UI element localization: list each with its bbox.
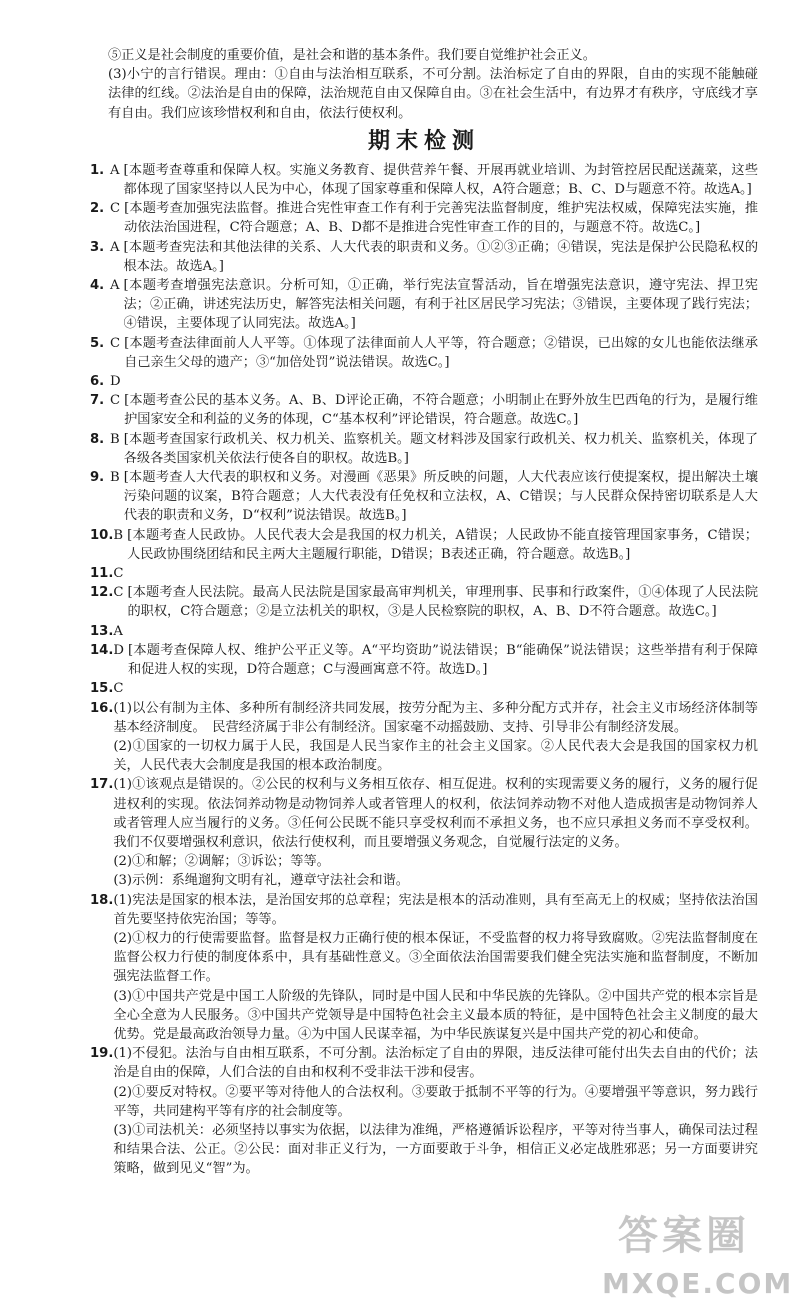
answer-item (90, 391, 758, 429)
question-number: 8. (90, 431, 105, 447)
answer-explanation: [本题考查人民法院。最高人民法院是国家最高审判机关，审理刑事、民事和行政案件，①④体现了人民法院的职权，C符合题意；②是立法机关的职权，③是人民检察院的职权，A、B、D不符合题意。故选C。] (127, 585, 758, 620)
answer-item (90, 526, 758, 564)
answer-letter: C (113, 585, 124, 601)
intro-line-2: (3)小宁的言行错误。理由：①自由与法治相互联系，不可分割。法治标定了自由的界限，自由的实现不能触碰法律的红线。②法治是自由的保障，法治规范自由又保障自由。③在社会生活中，有边界才有秩序，守底线才享有自由。我们应该珍惜权利和自由，依法行使权利。 (108, 67, 758, 121)
question-number: 13. (90, 623, 114, 639)
answer-letter: D (113, 642, 124, 658)
question-number: 10. (90, 527, 114, 543)
question-number: 4. (90, 278, 105, 294)
answer-explanation (127, 679, 758, 698)
q19-part-3: (3)①司法机关：必须坚持以事实为依据，以法律为准绳，严格遵循诉讼程序，平等对待当事人，确保司法过程和结果合法、公正。②公民：面对非正义行为，一方面要敢于斗争，相信正义必定战胜邪恶；另一方面要讲究策略，做到见义“智”为。 (113, 1122, 758, 1177)
answer-item (90, 199, 758, 237)
q18-part-3: (3)①中国共产党是中国工人阶级的先锋队，同时是中国人民和中华民族的先锋队。②中国共产党的根本宗旨是全心全意为人民服务。③中国共产党领导是中国特色社会主义最本质的特征，是中国特色社会主义制度的最大优势。党是最高政治领导力量。④为中国人民谋幸福，为中华民族谋复兴是中国共产党的初心和使命。 (113, 988, 758, 1042)
question-number: 16. (90, 700, 114, 716)
answer-explanation: [本题考查保障人权、维护公平正义等。A“平均资助”说法错误；B“能确保”说法错误；这些举措有利于保障和促进人权的实现，D符合题意；C与漫画寓意不符。故选D。] (127, 642, 758, 678)
answer-item (90, 641, 758, 679)
answer-item (90, 238, 758, 276)
question-number: 15. (90, 681, 114, 697)
answer-letter: C (110, 335, 121, 351)
q18-part-2: (2)①权力的行使需要监督。监督是权力正确行使的根本保证，不受监督的权力将导致腐败。②宪法监督制度在监督公权力行使的制度体系中，具有基础性意义。③全面依法治国需要我们健全宪法实施和监督制度，不断加强宪法监督工作。 (113, 930, 758, 985)
q19-part-1: (1)不侵犯。法治与自由相互联系，不可分割。法治标定了自由的界限，违反法律可能付出失去自由的代价；法治是自由的保障，人们合法的自由和权利不受非法干涉和侵害。 (113, 1046, 758, 1081)
question-17 (90, 775, 758, 890)
answer-explanation: [本题考查公民的基本义务。A、B、D评论正确，不符合题意；小明制止在野外放生巴西龟的行为，是履行维护国家安全和利益的义务的体现，C“基本权利”评论错误，符合题意。故选C。] (124, 393, 758, 428)
answer-explanation: [本题考查法律面前人人平等。①体现了法律面前人人平等，符合题意；②错误，已出嫁的女儿也能依法继承自己亲生父母的遗产；③“加倍处罚”说法错误。故选C。] (124, 335, 758, 370)
question-number: 14. (90, 642, 114, 658)
question-number: 11. (90, 566, 114, 582)
q17-part-3: (3)示例：系绳遛狗文明有礼，遵章守法社会和谐。 (113, 873, 409, 889)
answer-explanation (125, 372, 758, 391)
answer-letter: D (110, 374, 121, 390)
answer-explanation: [本题考查尊重和保障人权。实施义务教育、提供营养午餐、开展再就业培训、为封管控居民配送蔬菜，这些都体现了国家坚持以人民为中心，体现了国家尊重和保障人权，A符合题意；B、C、D与题意不符。故选A。] (123, 162, 758, 198)
answer-explanation: [本题考查增强宪法意识。分析可知，①正确，举行宪法宣誓活动，旨在增强宪法意识，遵守宪法、捍卫宪法；②正确，讲述宪法历史，解答宪法相关问题，有利于社区居民学习宪法；③错误，主要体现了践行宪法；④错误，主要体现了认同宪法。故选A。] (123, 278, 758, 332)
choice-answers (90, 161, 758, 699)
question-19 (90, 1044, 758, 1178)
question-number: 3. (90, 239, 105, 255)
answer-item (90, 161, 758, 199)
question-number: 9. (90, 470, 105, 486)
answer-explanation: [本题考查人大代表的职权和义务。对漫画《恶果》所反映的问题，人大代表应该行使提案权，提出解决土壤污染问题的议案，B符合题意；人大代表没有任免权和立法权，A、C错误；与人民群众保持密切联系是人大代表的职责和义务，D“权利”说法错误。故选B。] (123, 470, 758, 524)
q18-part-1: (1)宪法是国家的根本法，是治国安邦的总章程；宪法是根本的活动准则，具有至高无上的权威；坚持依法治国首先要坚持依宪治国；等等。 (113, 892, 758, 927)
question-18 (90, 891, 758, 1045)
watermark-text: 答案圈 (618, 1213, 750, 1259)
answer-letter: A (110, 278, 120, 294)
answer-page (90, 46, 758, 1179)
answer-item (90, 430, 758, 468)
answer-explanation (127, 622, 758, 641)
answer-item (90, 622, 758, 641)
watermark-domain: MXQE.COM (602, 1267, 794, 1300)
answer-letter: C (113, 681, 124, 697)
q17-part-2: (2)①和解；②调解；③诉讼；等等。 (113, 854, 330, 870)
answer-item (90, 564, 758, 583)
answer-letter: C (113, 566, 124, 582)
answer-explanation (127, 564, 758, 583)
answer-explanation: [本题考查宪法和其他法律的关系、人大代表的职责和义务。①②③正确；④错误，宪法是保护公民隐私权的根本法。故选A。] (123, 239, 758, 274)
answer-item (90, 679, 758, 698)
question-number: 18. (90, 892, 114, 908)
question-16 (90, 699, 758, 776)
q16-part-1: (1)以公有制为主体、多种所有制经济共同发展，按劳分配为主、多种分配方式并存，社会主义市场经济体制等基本经济制度。 民营经济属于非公有制经济。国家毫不动摇鼓励、支持、引导非公有制经济发展。 (113, 700, 758, 735)
intro-line-1: ⑤正义是社会制度的重要价值，是社会和谐的基本条件。我们要自觉维护社会正义。 (108, 48, 596, 63)
q17-part-1: (1)①该观点是错误的。②公民的权利与义务相互依存、相互促进。权利的实现需要义务的履行，义务的履行促进权利的实现。依法饲养动物是动物饲养人或者管理人的权利，依法饲养动物不对他人造成损害是动物饲养人或者管理人应当履行的义务。③任何公民既不能只享受权利而不承担义务，也不应只承担义务而不享受权利。我们不仅要增强权利意识，依法行使权利，而且要增强义务观念，自觉履行法定的义务。 (113, 777, 758, 850)
answer-letter: A (110, 162, 120, 178)
question-number: 12. (90, 585, 114, 601)
answer-item (90, 276, 758, 334)
question-number: 2. (90, 201, 105, 217)
answer-letter: B (110, 431, 120, 447)
question-number: 1. (90, 162, 105, 178)
question-number: 5. (90, 335, 105, 351)
answer-letter: B (110, 470, 120, 486)
answer-item (90, 372, 758, 391)
answer-explanation: [本题考查加强宪法监督。推进合宪性审查工作有利于完善宪法监督制度，维护宪法权威，保障宪法实施，推动依法治国进程，C符合题意；A、B、D都不是推进合宪性审查工作的目的，与题意不符。故选C。] (124, 201, 758, 236)
q16-part-2: (2)①国家的一切权力属于人民，我国是人民当家作主的社会主义国家。②人民代表大会是我国的国家权力机关，人民代表大会制度是我国的根本政治制度。 (113, 738, 758, 774)
q19-part-2: (2)①要反对特权。②要平等对待他人的合法权利。③要敢于抵制不平等的行为。④要增强平等意识，努力践行平等，共同建构平等有序的社会制度等。 (113, 1084, 758, 1119)
question-number: 6. (90, 374, 105, 390)
question-number: 7. (90, 393, 105, 409)
question-number: 19. (90, 1046, 114, 1062)
answer-explanation: [本题考查国家行政机关、权力机关、监察机关。题文材料涉及国家行政机关、权力机关、监察机关，体现了各级各类国家机关依法行使各自的职权。故选B。] (123, 431, 758, 466)
answer-item (90, 468, 758, 526)
answer-letter: A (113, 623, 123, 639)
answer-item (90, 334, 758, 372)
answer-letter: B (113, 527, 124, 543)
answer-letter: A (110, 239, 120, 255)
answer-letter: C (110, 201, 121, 217)
question-number: 17. (90, 777, 114, 793)
answer-item (90, 583, 758, 621)
answer-explanation: [本题考查人民政协。人民代表大会是我国的权力机关，A错误；人民政协不能直接管理国家事务，C错误；人民政协围绕团结和民主两大主题履行职能，D错误；B表述正确，符合题意。故选B。] (127, 527, 758, 562)
section-title: 期末检测 (367, 128, 480, 154)
watermark-logo (602, 1204, 792, 1304)
answer-letter: C (110, 393, 121, 409)
